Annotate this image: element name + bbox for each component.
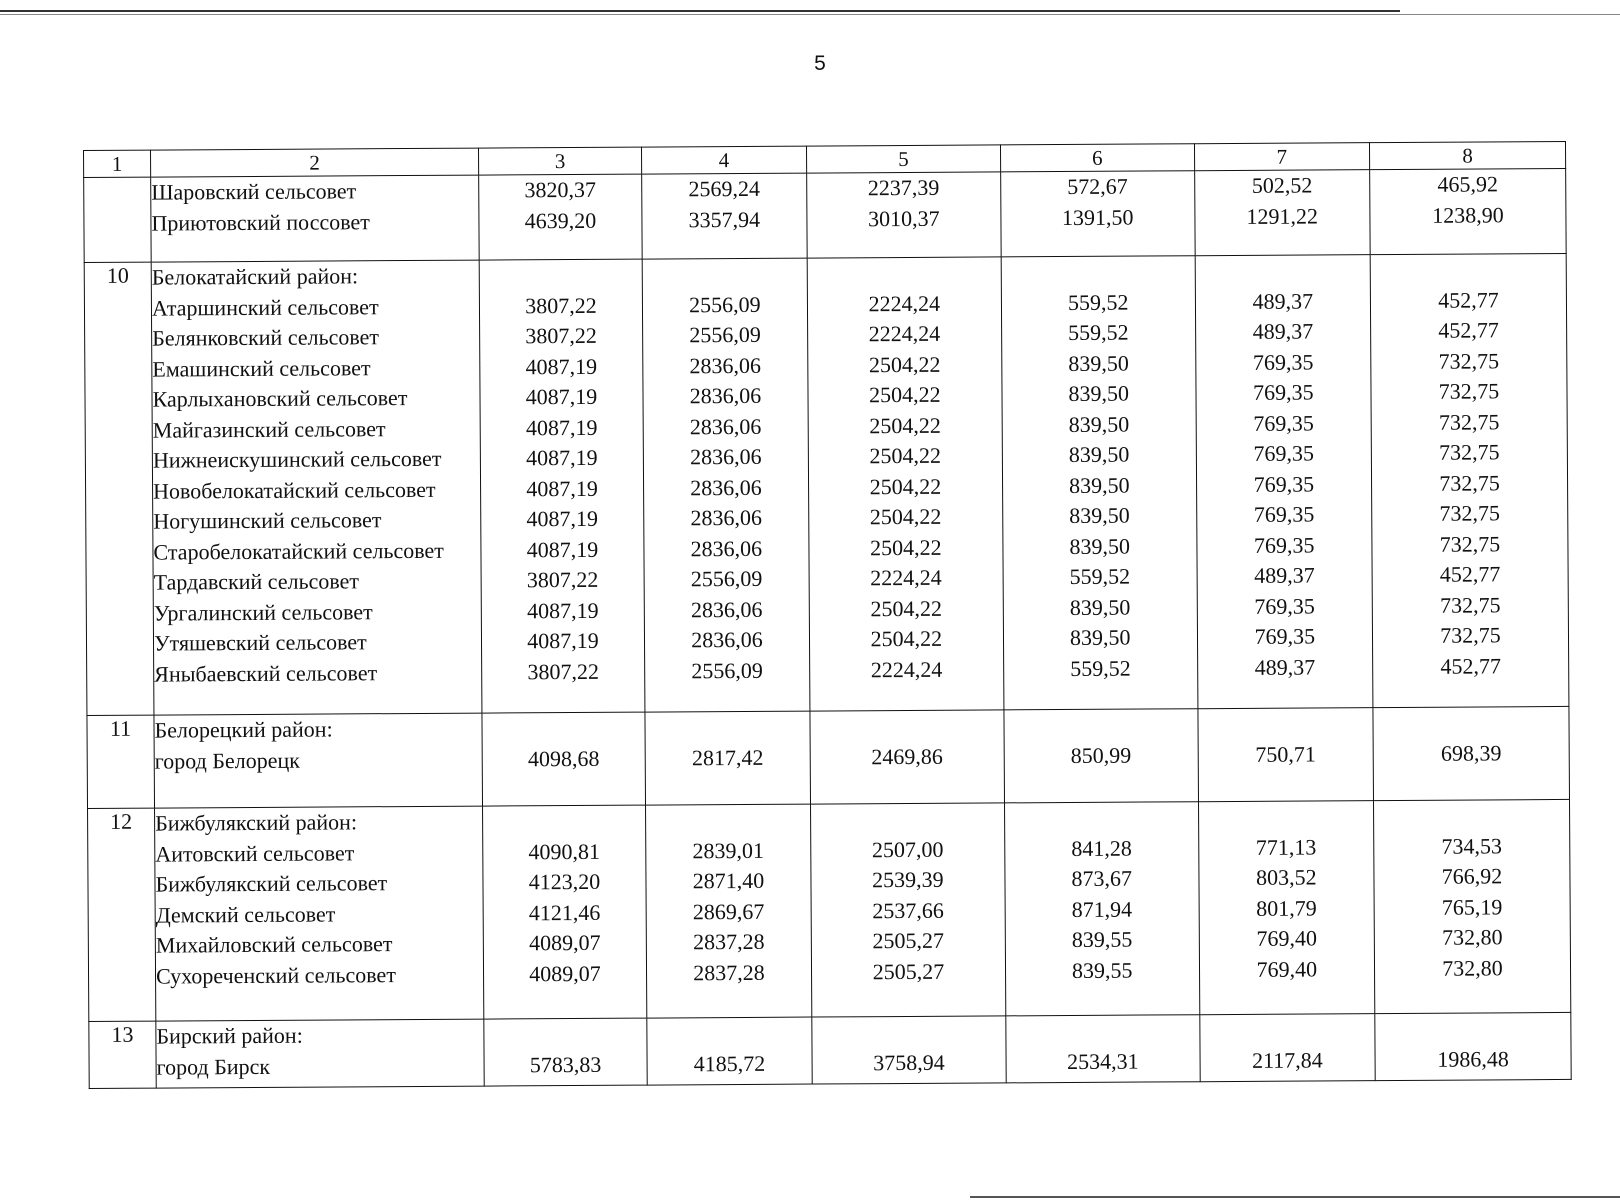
value: 452,77: [1438, 286, 1499, 313]
value: 489,37: [1254, 562, 1315, 588]
value: 750,71: [1255, 740, 1316, 767]
value: 839,50: [1069, 533, 1130, 559]
scan-edge-line: [0, 10, 1400, 12]
settlement-name: Нижнеискушинский сельсовет: [152, 445, 442, 473]
spacer: [647, 1018, 811, 1050]
spacer: [482, 713, 644, 744]
value: 3807,22: [526, 566, 599, 593]
value: 1238,90: [1432, 201, 1504, 228]
value: 2504,22: [869, 442, 942, 469]
value: 803,52: [1255, 864, 1317, 890]
value-cell-col-7: [1198, 801, 1375, 1015]
settlement-name: Бижбулякский сельсовет: [155, 870, 388, 897]
value: 2837,28: [693, 959, 765, 985]
spacer: [811, 803, 1004, 835]
spacer: [1006, 1015, 1199, 1047]
value: 452,77: [1438, 317, 1499, 343]
value: 732,75: [1439, 439, 1500, 465]
settlement-name: Яныбаевский сельсовет: [154, 659, 378, 687]
value: 559,52: [1070, 655, 1131, 681]
value-cell-col-5: [810, 710, 1004, 804]
value: 2534,31: [1066, 1048, 1139, 1074]
value: 732,75: [1439, 469, 1500, 496]
value: 4087,19: [525, 353, 598, 379]
name-cell: [154, 713, 483, 808]
value: 765,19: [1441, 893, 1503, 920]
value: 4087,19: [526, 505, 599, 532]
value-cell-col-8: [1370, 253, 1569, 707]
value: 2836,06: [690, 596, 763, 622]
spacer: [1200, 1014, 1374, 1046]
value-cell-col-5: [807, 257, 1004, 711]
value: 769,35: [1253, 409, 1314, 436]
settlement-name: Сухореченский сельсовет: [155, 961, 396, 989]
value: 2869,67: [692, 898, 765, 924]
value: 839,55: [1071, 926, 1133, 952]
value-cell-col-7: [1199, 1014, 1375, 1082]
value: 4185,72: [693, 1050, 766, 1076]
value: 769,40: [1256, 925, 1317, 951]
value: 3758,94: [873, 1049, 945, 1075]
value: 4087,19: [526, 475, 598, 501]
value-cell-col-3: [484, 1018, 647, 1086]
value: 2569,24: [688, 175, 760, 202]
settlement-name: Приютовский поссовет: [151, 208, 370, 236]
value-cell-col-4: [645, 804, 811, 1018]
column-header: 4: [641, 146, 806, 174]
settlement-name: Тардавский сельсовет: [153, 568, 360, 595]
value: 4087,19: [525, 383, 598, 410]
value: 839,55: [1071, 957, 1133, 983]
spacer: [1005, 802, 1198, 834]
value: 502,52: [1251, 172, 1313, 198]
value: 3807,22: [525, 292, 597, 318]
value-cell-col-4: [642, 173, 808, 259]
value: 769,35: [1253, 470, 1315, 497]
value: 4639,20: [524, 207, 597, 233]
value-cell-col-8: [1370, 168, 1567, 254]
value: 2469,86: [871, 743, 943, 769]
value: 489,37: [1252, 318, 1314, 344]
value: 2237,39: [867, 174, 940, 201]
value-cell-col-7: [1194, 170, 1370, 256]
value: 2117,84: [1251, 1046, 1323, 1073]
value: 3807,22: [525, 322, 597, 349]
value: 2507,00: [871, 836, 944, 862]
spacer: [1373, 707, 1568, 739]
value: 732,75: [1440, 622, 1501, 648]
column-header: 8: [1369, 141, 1565, 169]
value: 4087,19: [527, 627, 599, 654]
value: 2836,06: [691, 626, 763, 653]
value: 559,52: [1069, 563, 1131, 589]
group-number: [84, 177, 152, 262]
value: 801,79: [1256, 894, 1317, 921]
settlement-name: Шаровский сельсовет: [151, 178, 357, 205]
scan-edge-line: [970, 1196, 1620, 1198]
value: 559,52: [1068, 319, 1129, 345]
value: 873,67: [1071, 865, 1133, 891]
spacer: [646, 805, 810, 837]
value-cell-col-4: [645, 711, 811, 805]
value: 734,53: [1441, 832, 1503, 859]
value-cell-col-8: [1373, 706, 1570, 800]
settlement-name: город Бирск: [156, 1053, 271, 1080]
value: 839,50: [1068, 441, 1130, 467]
value: 2224,24: [870, 656, 943, 682]
value-cell-col-5: [810, 803, 1005, 1017]
scan-edge-line: [0, 14, 1620, 15]
spacer: [1374, 800, 1569, 832]
tariff-table: [83, 141, 1572, 1089]
value-cell-col-4: [642, 258, 810, 712]
name-cell: [155, 806, 484, 1021]
table-row: [84, 253, 1569, 715]
value: 489,37: [1252, 287, 1314, 314]
settlement-name: Белянковский сельсовет: [152, 324, 380, 351]
value: 839,50: [1068, 380, 1130, 406]
value: 769,35: [1253, 440, 1315, 466]
value: 766,92: [1441, 863, 1503, 889]
value-cell-col-5: [807, 172, 1001, 258]
value: 572,67: [1067, 173, 1128, 199]
value: 2224,24: [868, 290, 941, 316]
value: 839,50: [1069, 624, 1131, 650]
spacer: [1195, 255, 1369, 287]
value: 698,39: [1440, 739, 1502, 766]
value: 732,75: [1439, 530, 1501, 557]
value: 2839,01: [692, 837, 765, 863]
value: 2836,06: [690, 504, 763, 531]
district-title: Бижбулякский район:: [155, 809, 358, 836]
value-cell-col-3: [479, 259, 645, 713]
value: 2224,24: [868, 320, 941, 347]
value: 4089,07: [528, 929, 601, 956]
value-cell-col-4: [647, 1017, 812, 1085]
value: 769,35: [1253, 531, 1315, 558]
value: 2836,06: [689, 443, 762, 470]
value: 2836,06: [689, 352, 762, 378]
value: 4087,19: [526, 597, 599, 623]
value: 769,35: [1254, 623, 1316, 649]
value: 871,94: [1071, 896, 1133, 922]
value: 732,75: [1438, 347, 1500, 374]
spacer: [645, 712, 809, 744]
value: 2836,06: [689, 382, 762, 409]
value: 839,50: [1068, 350, 1129, 376]
value-cell-col-7: [1198, 708, 1374, 802]
settlement-name: Новобелокатайский сельсовет: [153, 476, 436, 504]
value: 2504,22: [869, 381, 941, 408]
value: 2504,22: [869, 503, 942, 530]
column-header: 1: [84, 150, 151, 177]
value: 4087,19: [526, 444, 598, 471]
settlement-name: город Белорецк: [154, 747, 300, 774]
column-header: 7: [1194, 143, 1369, 171]
value-cell-col-8: [1373, 799, 1570, 1013]
page-number: 5: [814, 52, 826, 75]
value: 732,75: [1439, 591, 1501, 618]
settlement-name: Аитовский сельсовет: [155, 839, 355, 867]
value: 769,35: [1253, 379, 1314, 405]
spacer: [1198, 708, 1372, 740]
value: 2539,39: [872, 866, 944, 893]
name-cell: [151, 260, 482, 715]
value: 839,50: [1068, 411, 1130, 437]
value: 1986,48: [1437, 1045, 1509, 1072]
value: 2556,09: [689, 321, 761, 348]
settlement-name: Старобелокатайский сельсовет: [153, 537, 444, 565]
value: 2556,09: [690, 565, 763, 592]
table-row: [89, 1012, 1571, 1088]
value: 732,75: [1438, 378, 1500, 404]
spacer: [1001, 256, 1194, 288]
value: 2224,24: [870, 564, 942, 591]
table-row: [87, 706, 1570, 808]
district-title: Бирский район:: [156, 1022, 303, 1049]
value: 839,50: [1068, 472, 1130, 498]
spacer: [483, 806, 645, 837]
value: 732,75: [1438, 408, 1500, 435]
value-cell-col-3: [482, 805, 646, 1019]
value: 5783,83: [529, 1051, 602, 1077]
spacer: [1375, 1013, 1570, 1045]
group-number: 12: [88, 808, 156, 1021]
value: 839,50: [1069, 594, 1131, 620]
spacer: [812, 1016, 1005, 1048]
settlement-name: Михайловский сельсовет: [155, 931, 393, 958]
value: 4087,19: [525, 414, 598, 440]
value: 769,35: [1252, 348, 1314, 375]
table-row: [84, 168, 1566, 262]
value: 1391,50: [1061, 204, 1134, 230]
settlement-name: Утяшевский сельсовет: [153, 629, 367, 656]
value: 3357,94: [688, 206, 761, 232]
column-header: 3: [478, 147, 641, 175]
value: 4098,68: [527, 745, 600, 771]
value: 2504,22: [868, 351, 941, 377]
value-cell-col-6: [1004, 802, 1199, 1016]
table-body: [84, 168, 1572, 1088]
column-header: 6: [1000, 144, 1194, 172]
district-title: Белокатайский район:: [151, 263, 359, 290]
value-cell-col-5: [812, 1016, 1006, 1084]
value: 841,28: [1071, 835, 1132, 861]
value: 2505,27: [872, 927, 945, 954]
value: 3807,22: [527, 658, 599, 684]
value: 2537,66: [872, 897, 944, 923]
value: 769,35: [1254, 592, 1315, 619]
value-cell-col-8: [1375, 1012, 1571, 1080]
settlement-name: Емашинский сельсовет: [152, 354, 371, 382]
value: 2836,06: [690, 535, 763, 561]
value: 771,13: [1255, 833, 1317, 860]
spacer: [808, 257, 1001, 289]
name-cell: [156, 1019, 484, 1088]
value: 2871,40: [692, 867, 765, 894]
value: 3820,37: [524, 176, 597, 203]
column-header: 5: [806, 145, 1000, 173]
settlement-name: Ургалинский сельсовет: [153, 598, 373, 626]
value: 2504,22: [869, 473, 942, 499]
spacer: [484, 1019, 646, 1050]
settlement-name: Атаршинский сельсовет: [151, 293, 379, 321]
settlement-name: Карлыхановский сельсовет: [152, 385, 408, 412]
value: 850,99: [1070, 742, 1132, 768]
settlement-name: Ногушинский сельсовет: [153, 507, 382, 534]
value: 2817,42: [691, 744, 764, 770]
group-number: 11: [87, 715, 155, 808]
value: 4090,81: [528, 838, 601, 864]
value: 732,75: [1439, 500, 1501, 526]
value: 4123,20: [528, 868, 601, 895]
value: 2836,06: [690, 474, 762, 500]
value: 559,52: [1067, 289, 1129, 315]
value: 4089,07: [529, 960, 601, 986]
column-header: 2: [151, 148, 479, 177]
value: 2556,09: [689, 291, 761, 317]
value-cell-col-6: [1000, 171, 1194, 257]
value: 2504,22: [870, 595, 942, 621]
group-number: 10: [84, 262, 154, 715]
value: 4121,46: [528, 899, 601, 925]
name-cell: [151, 175, 479, 262]
settlement-name: Демский сельсовет: [155, 900, 336, 928]
value: 452,77: [1439, 561, 1501, 587]
spacer: [1004, 709, 1197, 741]
value-cell-col-3: [482, 712, 646, 806]
value: 3010,37: [867, 205, 940, 231]
spacer: [1371, 254, 1566, 286]
value: 2504,22: [869, 534, 942, 560]
value: 769,35: [1253, 501, 1315, 527]
value: 2504,22: [869, 412, 941, 438]
spacer: [480, 260, 642, 291]
value: 4087,19: [526, 536, 599, 562]
value: 2836,06: [689, 413, 762, 439]
value-cell-col-6: [1001, 256, 1198, 710]
value-cell-col-6: [1006, 1015, 1200, 1083]
spacer: [1199, 801, 1373, 833]
group-number: 13: [89, 1021, 156, 1088]
value: 465,92: [1437, 171, 1499, 197]
value: 732,80: [1441, 924, 1503, 950]
value: 2504,22: [870, 625, 943, 652]
value: 2837,28: [692, 928, 765, 955]
value: 489,37: [1254, 653, 1316, 680]
value: 732,80: [1442, 954, 1503, 981]
district-title: Белорецкий район:: [154, 716, 333, 743]
value: 839,50: [1069, 502, 1130, 528]
settlement-name: Майгазинский сельсовет: [152, 415, 386, 443]
value: 1291,22: [1246, 202, 1319, 229]
value-cell-col-7: [1195, 255, 1373, 709]
value: 2505,27: [872, 958, 945, 984]
value-cell-col-6: [1004, 709, 1198, 803]
value: 2556,09: [691, 657, 763, 683]
value: 452,77: [1440, 652, 1501, 679]
value-cell-col-3: [479, 174, 642, 260]
table-row: [88, 799, 1571, 1021]
spacer: [643, 259, 807, 291]
spacer: [810, 710, 1003, 742]
value: 769,40: [1256, 955, 1318, 982]
